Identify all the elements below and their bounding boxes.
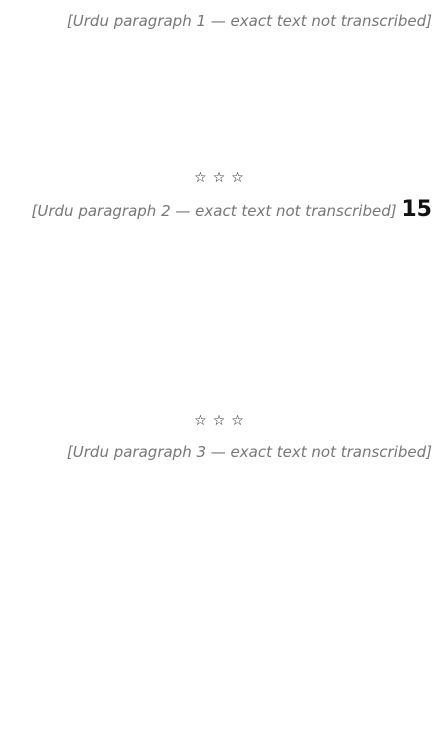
section-divider-1: ☆☆☆ <box>194 170 250 186</box>
paragraph-1-text: [Urdu paragraph 1 — exact text not transcribed] <box>66 12 432 30</box>
paragraph-2-number: 15 <box>401 197 432 222</box>
paragraph-3-text: [Urdu paragraph 3 — exact text not transcribed] <box>66 443 432 461</box>
paragraph-2 <box>12 198 432 403</box>
section-divider-2: ☆☆☆ <box>194 413 250 429</box>
paragraph-3 <box>12 441 432 646</box>
paragraph-1 <box>12 10 432 160</box>
paragraph-2-text: [Urdu paragraph 2 — exact text not transcribed] <box>31 202 397 220</box>
